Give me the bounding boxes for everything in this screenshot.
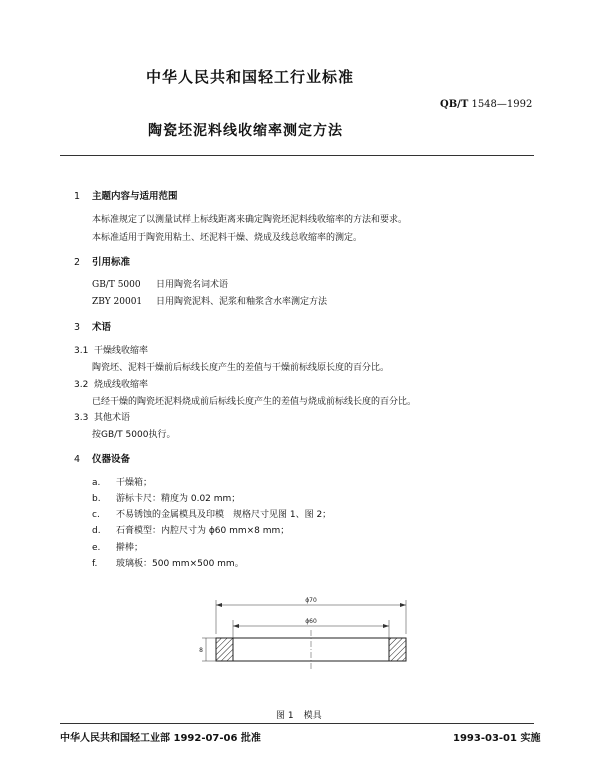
equipment-item: b. 游标卡尺：精度为 0.02 mm； xyxy=(92,494,241,504)
section-2-heading: 2 引用标准 xyxy=(74,257,131,268)
mold-figure xyxy=(190,590,430,700)
footer-rule xyxy=(60,723,534,724)
term-definition: 按GB/T 5000执行。 xyxy=(92,430,176,440)
standard-title: 陶瓷坯泥料线收缩率测定方法 xyxy=(148,123,343,139)
section-1-heading: 1 主题内容与适用范围 xyxy=(74,191,178,202)
section-4-heading: 4 仪器设备 xyxy=(74,454,131,465)
dimension-label-inner: ϕ60 xyxy=(305,618,317,625)
header-rule xyxy=(60,155,534,156)
reference-item: GB/T 5000 日用陶瓷名词术语 xyxy=(92,280,229,290)
section-1-paragraph: 本标准适用于陶瓷用粘土、坯泥料干燥、烧成及线总收缩率的测定。 xyxy=(92,233,363,243)
term-heading: 3.3 其他术语 xyxy=(74,413,131,423)
standard-code: QB/T 1548—1992 xyxy=(440,99,533,110)
standard-organization: 中华人民共和国轻工行业标准 xyxy=(146,68,355,86)
reference-item: ZBY 20001 日用陶瓷泥料、泥浆和釉浆含水率测定方法 xyxy=(92,297,328,307)
equipment-item: d. 石膏模型：内腔尺寸为 ϕ60 mm×8 mm； xyxy=(92,526,290,536)
figure-caption: 图 1 模具 xyxy=(276,711,322,721)
equipment-item: f. 玻璃板：500 mm×500 mm。 xyxy=(92,559,244,569)
section-1-paragraph: 本标准规定了以测量试样上标线距离来确定陶瓷坯泥料线收缩率的方法和要求。 xyxy=(92,215,408,225)
section-3-heading: 3 术语 xyxy=(74,322,112,333)
approval-note: 中华人民共和国轻工业部 1992-07-06 批准 xyxy=(60,733,261,744)
equipment-item: c. 不易锈蚀的金属模具及印模 规格尺寸见图 1、图 2； xyxy=(92,510,332,520)
arrow-right-inner xyxy=(383,624,389,628)
term-definition: 陶瓷坯、泥料干燥前后标线长度产生的差值与干燥前标线原长度的百分比。 xyxy=(92,363,390,373)
dimension-label-outer: ϕ70 xyxy=(305,597,317,604)
equipment-item: a. 干燥箱； xyxy=(92,478,153,488)
mold-wall-left xyxy=(216,638,233,661)
mold-wall-right xyxy=(389,638,406,661)
term-definition: 已经干燥的陶瓷坯泥料烧成前后标线长度产生的差值与烧成前标线长度的百分比。 xyxy=(92,397,417,407)
term-heading: 3.1 干燥线收缩率 xyxy=(74,346,149,356)
effective-date: 1993-03-01 实施 xyxy=(453,733,541,744)
arrow-left-outer xyxy=(216,603,222,607)
arrow-left-inner xyxy=(233,624,239,628)
dimension-label-height: 8 xyxy=(199,647,203,654)
arrow-right-outer xyxy=(400,603,406,607)
equipment-item: e. 擀棒； xyxy=(92,543,144,553)
term-heading: 3.2 烧成线收缩率 xyxy=(74,380,149,390)
